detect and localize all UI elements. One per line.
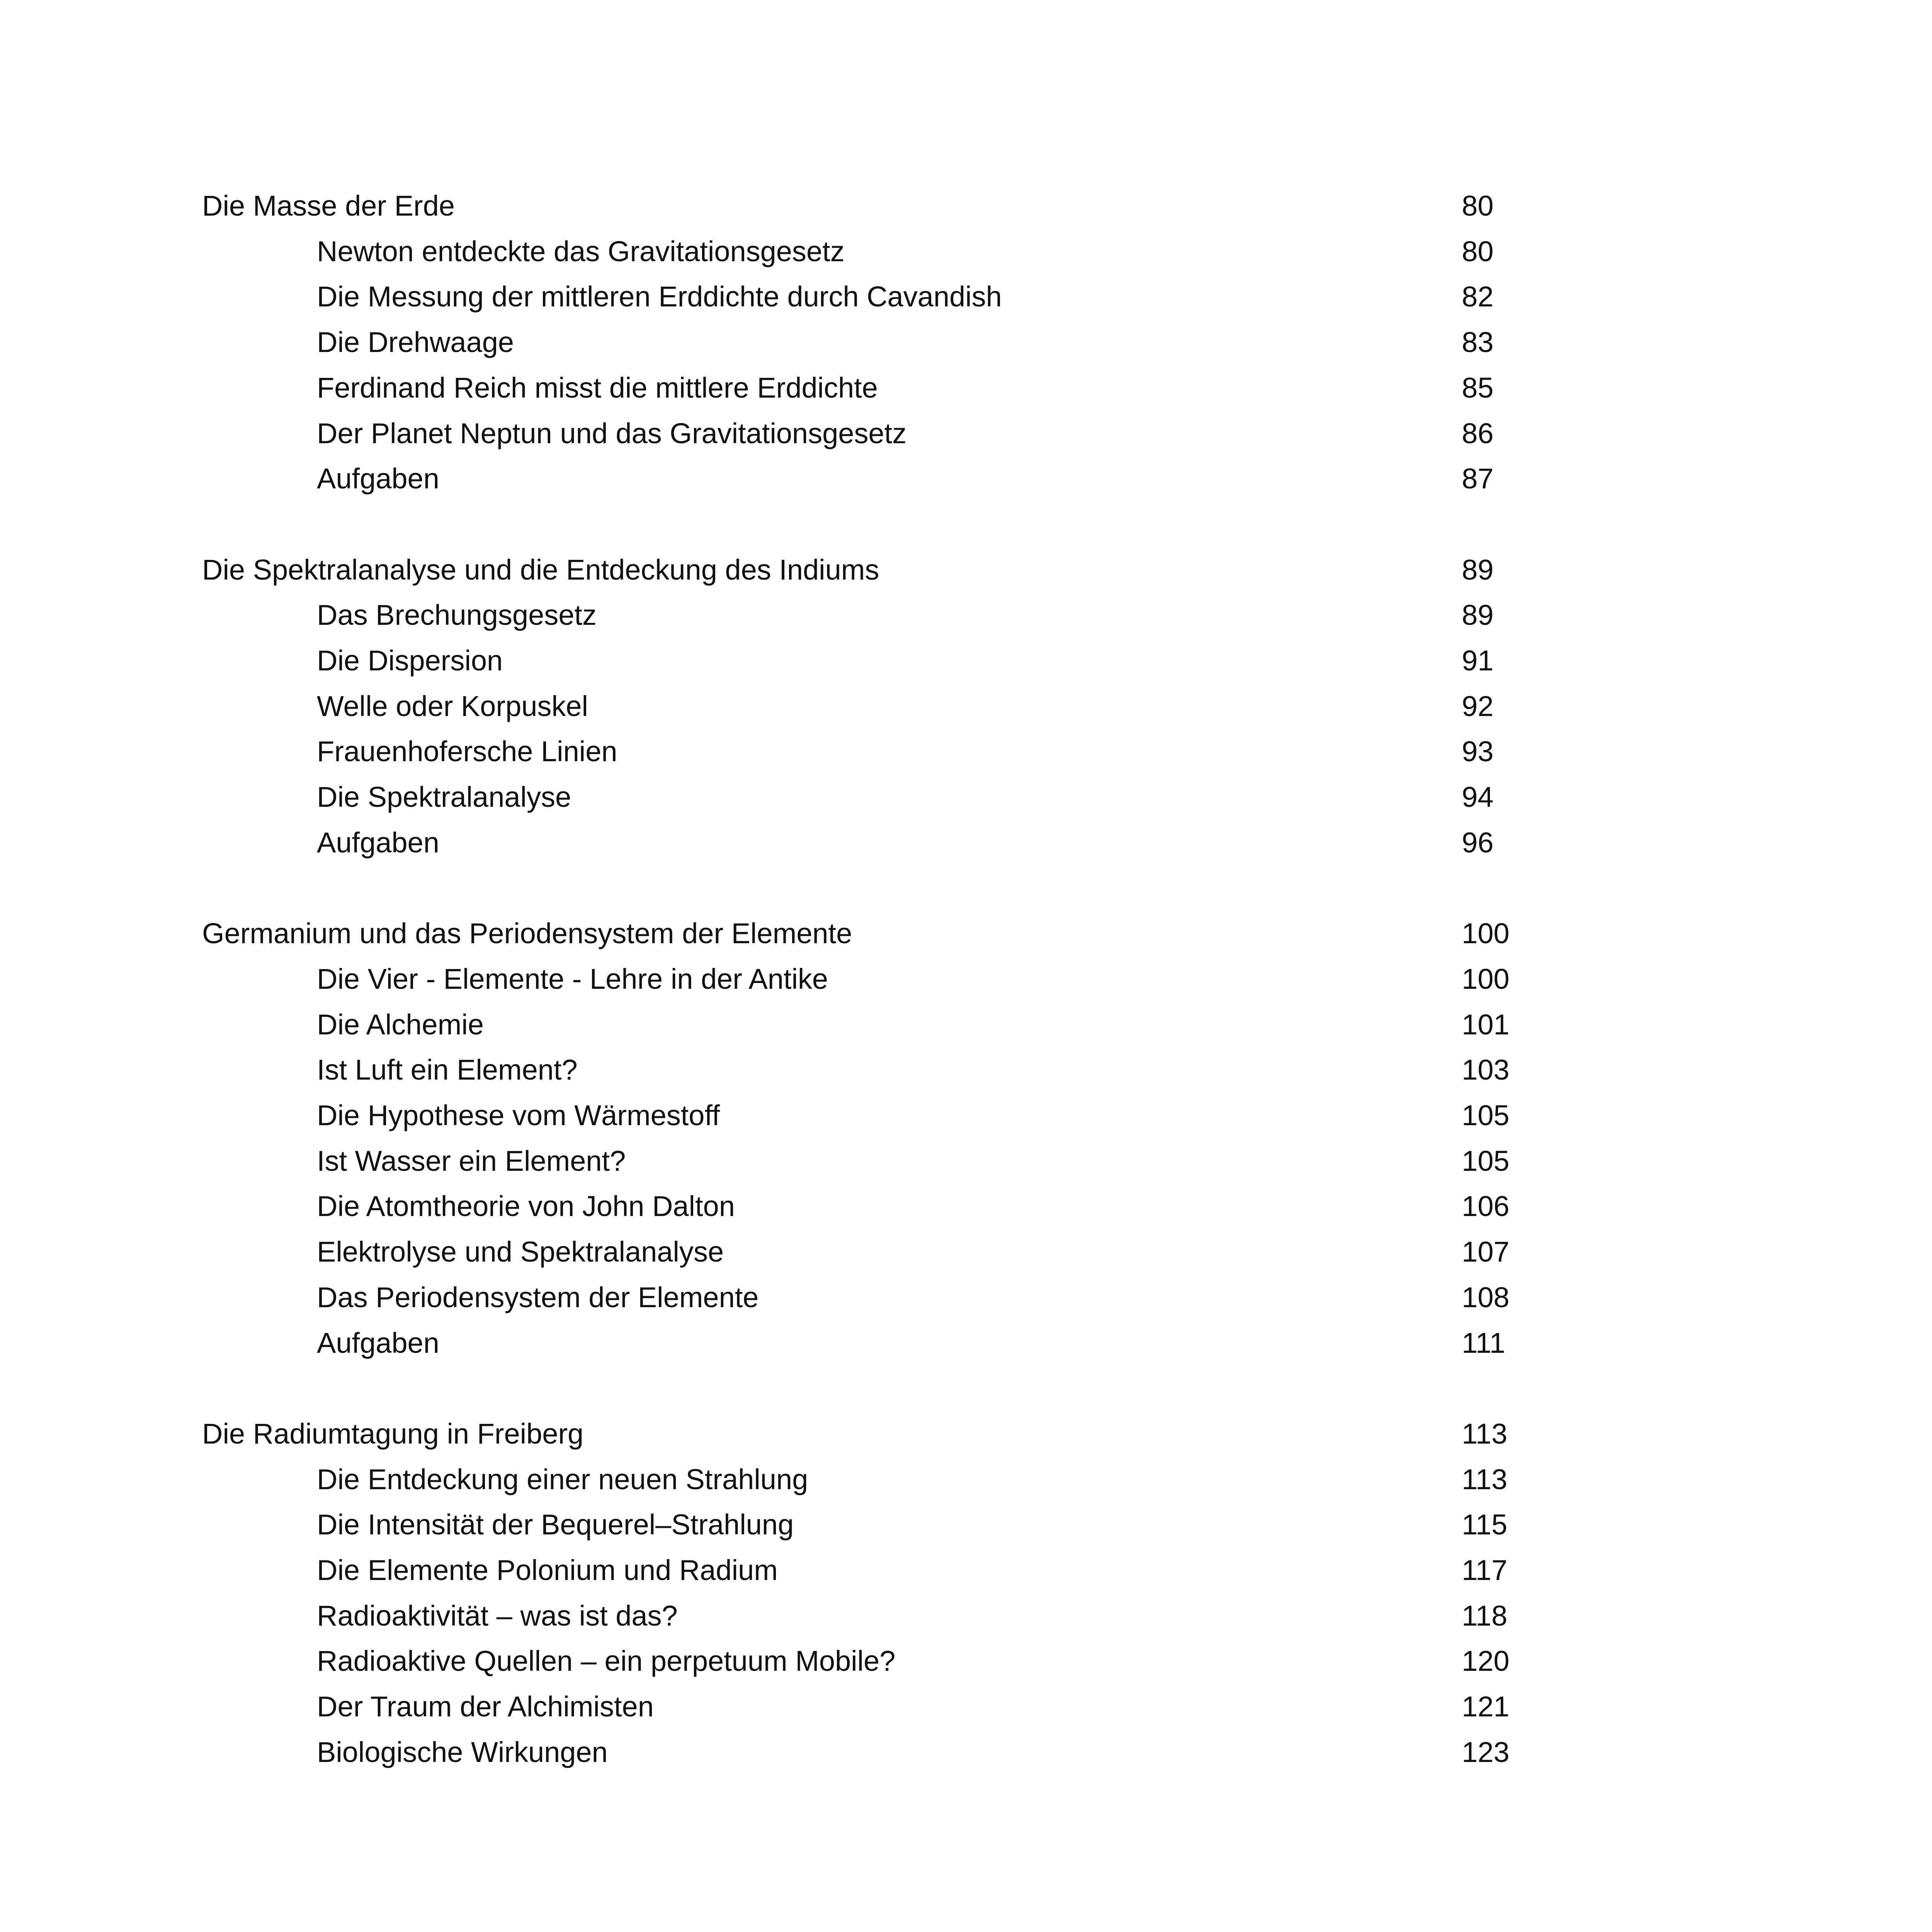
page-number: 117 <box>1462 1554 1507 1586</box>
page-number: 120 <box>1462 1645 1510 1677</box>
page-number: 113 <box>1462 1418 1507 1450</box>
subentry-title: Aufgaben <box>317 1327 439 1359</box>
chapter-title: Die Masse der Erde <box>202 190 455 222</box>
subentry-title: Elektrolyse und Spektralanalyse <box>317 1236 724 1268</box>
subentry-title: Ist Wasser ein Element? <box>317 1145 626 1177</box>
page-number: 82 <box>1462 281 1494 313</box>
page-number: 85 <box>1462 372 1494 404</box>
page-number: 105 <box>1462 1099 1510 1131</box>
toc-subentry <box>0 1231 1932 1273</box>
toc-subentry <box>0 776 1932 818</box>
toc-subentry <box>0 457 1932 500</box>
toc-subentry <box>0 821 1932 864</box>
subentry-title: Das Brechungsgesetz <box>317 599 597 631</box>
page-number: 91 <box>1462 645 1494 677</box>
page-number: 89 <box>1462 599 1494 631</box>
subentry-title: Frauenhofersche Linien <box>317 735 617 767</box>
toc-subentry <box>0 685 1932 728</box>
page-number: 118 <box>1462 1600 1507 1632</box>
chapter-title: Die Radiumtagung in Freiberg <box>202 1418 584 1450</box>
toc-subentry <box>0 1595 1932 1637</box>
subentry-title: Die Elemente Polonium und Radium <box>317 1554 778 1586</box>
toc-subentry <box>0 639 1932 682</box>
toc-subentry <box>0 1503 1932 1546</box>
toc-subentry <box>0 594 1932 636</box>
page-number: 105 <box>1462 1145 1510 1177</box>
subentry-title: Die Dispersion <box>317 645 503 677</box>
toc-subentry <box>0 367 1932 409</box>
subentry-title: Die Messung der mittleren Erddichte durch Cavandish <box>317 281 1002 313</box>
subentry-title: Die Entdeckung einer neuen Strahlung <box>317 1463 808 1495</box>
page-number: 103 <box>1462 1054 1510 1086</box>
toc-subentry <box>0 1640 1932 1682</box>
page-number: 87 <box>1462 463 1494 495</box>
subentry-title: Der Traum der Alchimisten <box>317 1690 654 1723</box>
toc-subentry <box>0 1276 1932 1319</box>
subentry-title: Ist Luft ein Element? <box>317 1054 578 1086</box>
page-number: 86 <box>1462 417 1494 449</box>
page-number: 123 <box>1462 1736 1510 1768</box>
toc-subentry <box>0 412 1932 455</box>
toc-subentry <box>0 1731 1932 1774</box>
subentry-title: Die Alchemie <box>317 1009 484 1041</box>
subentry-title: Biologische Wirkungen <box>317 1736 608 1768</box>
page-number: 108 <box>1462 1281 1510 1313</box>
toc-subentry <box>0 321 1932 364</box>
page-number: 113 <box>1462 1463 1507 1495</box>
subentry-title: Welle oder Korpuskel <box>317 690 588 722</box>
toc-subentry <box>0 1140 1932 1182</box>
toc-subentry <box>0 730 1932 773</box>
page-number: 89 <box>1462 554 1494 586</box>
page-number: 80 <box>1462 190 1494 222</box>
toc-subentry <box>0 1685 1932 1728</box>
toc-subentry <box>0 276 1932 318</box>
page-number: 92 <box>1462 690 1494 722</box>
toc-subentry <box>0 1094 1932 1137</box>
toc-chapter-entry <box>0 912 1932 955</box>
toc-subentry <box>0 1003 1932 1046</box>
subentry-title: Radioaktive Quellen – ein perpetuum Mobile? <box>317 1645 896 1677</box>
toc-subentry <box>0 1185 1932 1228</box>
page-number: 96 <box>1462 827 1494 859</box>
page-number: 94 <box>1462 781 1494 813</box>
toc-subentry <box>0 1322 1932 1364</box>
toc-subentry <box>0 1049 1932 1091</box>
subentry-title: Die Vier - Elemente - Lehre in der Antike <box>317 963 828 995</box>
chapter-title: Germanium und das Periodensystem der Elemente <box>202 917 852 949</box>
chapter-title: Die Spektralanalyse und die Entdeckung des Indiums <box>202 554 879 586</box>
subentry-title: Die Hypothese vom Wärmestoff <box>317 1099 720 1131</box>
toc-chapter-entry <box>0 549 1932 591</box>
toc-chapter-entry <box>0 185 1932 227</box>
page-number: 115 <box>1462 1509 1507 1541</box>
subentry-title: Aufgaben <box>317 463 439 495</box>
toc-chapter-entry <box>0 1413 1932 1455</box>
page-number: 83 <box>1462 326 1494 358</box>
toc-subentry <box>0 1458 1932 1501</box>
page-number: 100 <box>1462 917 1510 949</box>
subentry-title: Aufgaben <box>317 827 439 859</box>
subentry-title: Das Periodensystem der Elemente <box>317 1281 759 1313</box>
page-number: 121 <box>1462 1690 1510 1723</box>
page-number: 100 <box>1462 963 1510 995</box>
toc-subentry <box>0 1549 1932 1592</box>
subentry-title: Die Spektralanalyse <box>317 781 571 813</box>
toc-subentry <box>0 958 1932 1000</box>
subentry-title: Newton entdeckte das Gravitationsgesetz <box>317 235 845 267</box>
page-number: 106 <box>1462 1190 1510 1222</box>
subentry-title: Die Drehwaage <box>317 326 514 358</box>
page-number: 93 <box>1462 735 1494 767</box>
toc-subentry <box>0 230 1932 273</box>
subentry-title: Radioaktivität – was ist das? <box>317 1600 678 1632</box>
subentry-title: Ferdinand Reich misst die mittlere Erddichte <box>317 372 878 404</box>
page-number: 107 <box>1462 1236 1510 1268</box>
page-number: 80 <box>1462 235 1494 267</box>
subentry-title: Der Planet Neptun und das Gravitationsgesetz <box>317 417 907 449</box>
subentry-title: Die Atomtheorie von John Dalton <box>317 1190 735 1222</box>
page-number: 111 <box>1462 1327 1505 1359</box>
page-number: 101 <box>1462 1009 1510 1041</box>
subentry-title: Die Intensität der Bequerel–Strahlung <box>317 1509 794 1541</box>
